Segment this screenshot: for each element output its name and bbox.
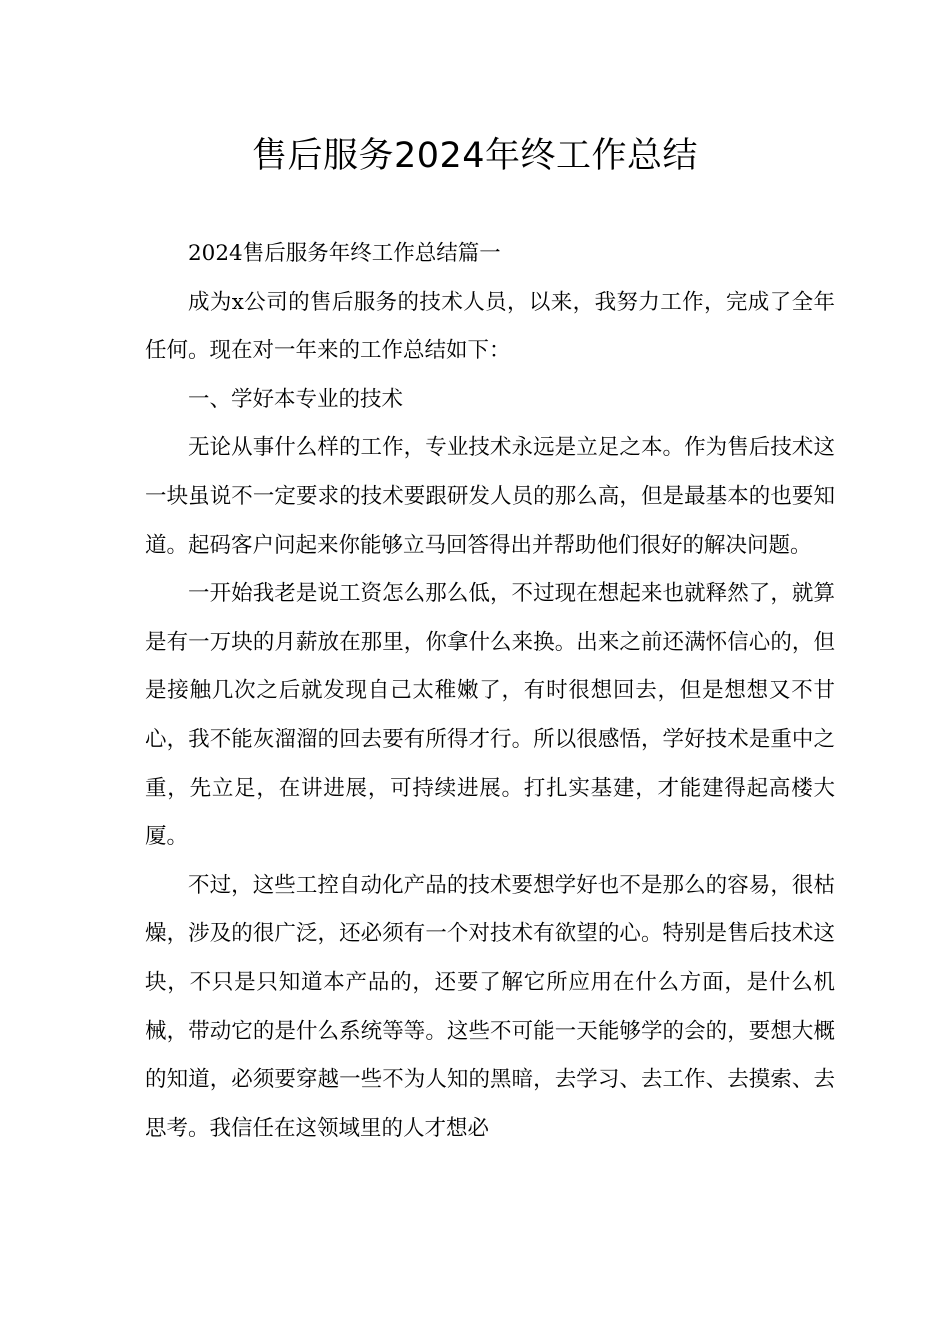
section-heading-learn-technique: 一、学好本专业的技术 bbox=[188, 386, 404, 412]
paragraph-intro: 成为x公司的售后服务的技术人员，以来，我努力工作，完成了全年任何。现在对一年来的工作总结如下： bbox=[145, 289, 835, 364]
document-body bbox=[145, 230, 835, 1153]
paragraph-salary-reflection: 一开始我老是说工资怎么那么低，不过现在想起来也就释然了，就算是有一万块的月薪放在那里，你拿什么来换。出来之前还满怀信心的，但是接触几次之后就发现自己太稚嫩了，有时很想回去，但是想想又不甘心，我不能灰溜溜的回去要有所得才行。所以很感悟，学好技术是重中之重，先立足，在讲进展，可持续进展。打扎实基建，才能建得起高楼大厦。 bbox=[145, 581, 835, 850]
section-heading-part-one: 2024售后服务年终工作总结篇一 bbox=[188, 241, 501, 266]
document-title: 售后服务2024年终工作总结 bbox=[251, 136, 699, 176]
paragraph-learning-difficulty: 不过，这些工控自动化产品的技术要想学好也不是那么的容易，很枯燥，涉及的很广泛，还必须有一个对技术有欲望的心。特别是售后技术这块，不只是只知道本产品的，还要了解它所应用在什么方面，是什么机械，带动它的是什么系统等等。这些不可能一天能够学的会的，要想大概的知道，必须要穿越一些不为人知的黑暗，去学习、去工作、去摸索、去思考。我信任在这领域里的人才想必 bbox=[145, 872, 835, 1141]
paragraph-technique-foundation: 无论从事什么样的工作，专业技术永远是立足之本。作为售后技术这一块虽说不一定要求的技术要跟研发人员的那么高，但是最基本的也要知道。起码客户问起来你能够立马回答得出并帮助他们很好的解决问题。 bbox=[145, 435, 835, 558]
